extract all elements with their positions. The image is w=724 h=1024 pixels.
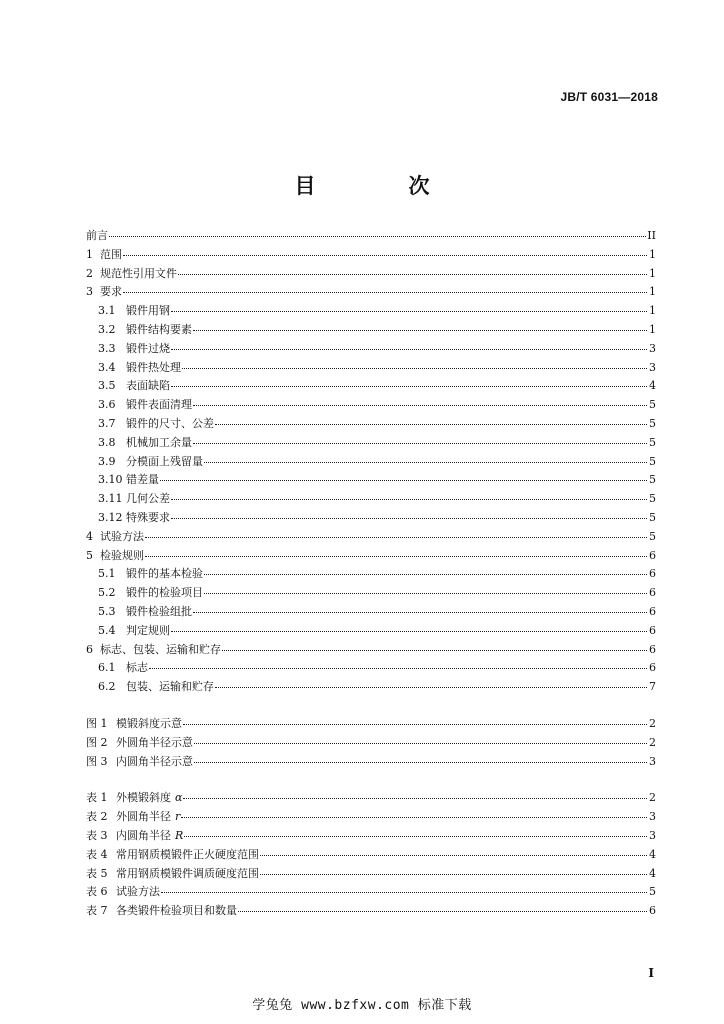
entry-title: 检验规则 [100,548,144,562]
entry-page-number: 6 [649,604,656,618]
dot-leader [182,360,647,369]
entry-page-number: 4 [649,379,656,393]
entry-title: 锻件的尺寸、公差 [126,416,214,430]
entry-title: 范围 [100,247,122,261]
page-number: I [648,966,654,980]
dot-leader [193,397,647,406]
entry-number: 图 1 [86,716,108,730]
entry-title: 锻件过烧 [126,341,170,355]
entry-number: 表 6 [86,885,108,899]
entry-title: 锻件的检验项目 [126,586,203,600]
toc-entry[interactable] [86,715,656,734]
entry-title: 锻件检验组批 [126,604,192,618]
entry-number: 表 7 [86,904,108,918]
dot-leader [183,716,647,725]
entry-page-number: 6 [649,642,656,656]
entry-title: 内圆角半径示意 [116,754,193,768]
dot-leader [184,828,647,837]
entry-number: 表 3 [86,828,108,842]
toc-entry[interactable] [86,846,656,865]
dot-leader [145,548,647,557]
entry-title: 前言 [86,229,108,242]
dot-leader [161,884,647,893]
entry-page-number: 4 [649,847,656,861]
toc-entry[interactable] [86,678,656,697]
entry-page-number: 3 [649,828,656,842]
entry-page-number: 6 [649,586,656,600]
toc-entry[interactable] [86,789,656,808]
entry-page-number: II [647,229,656,242]
entry-number: 3.11 [98,492,123,506]
entry-number: 6 [86,642,93,656]
entry-number: 6.1 [98,661,116,675]
entry-page-number: 6 [649,567,656,581]
entry-title: 特殊要求 [126,510,170,524]
dot-leader [204,585,647,594]
toc-entry[interactable] [86,434,656,453]
entry-symbol: α [175,791,183,805]
entry-page-number: 5 [649,398,656,412]
entry-number: 表 4 [86,847,108,861]
toc-entry[interactable] [86,509,656,528]
entry-page-number: 5 [649,529,656,543]
entry-number: 5.3 [98,604,116,618]
entry-page-number: 3 [649,754,656,768]
dot-leader [193,322,647,331]
entry-title: 常用钢质模锻件正火硬度范围 [116,847,259,861]
dot-leader [123,247,647,256]
dot-leader [260,847,647,856]
entry-title: 锻件结构要素 [126,322,192,336]
entry-page-number: 3 [649,341,656,355]
table-of-contents [86,227,656,921]
dot-leader [171,341,647,350]
dot-leader [171,491,647,500]
dot-leader [204,566,647,575]
entry-page-number: 5 [649,416,656,430]
toc-entry[interactable] [86,902,656,921]
entry-number: 3.5 [98,379,116,393]
entry-page-number: 2 [649,735,656,749]
dot-leader [260,866,647,875]
toc-entry[interactable] [86,808,656,827]
entry-number: 3.9 [98,454,116,468]
entry-number: 3.6 [98,398,116,412]
page-title: 目 次 [294,174,466,198]
entry-page-number: 6 [649,623,656,637]
entry-title: 标志 [126,661,148,675]
entry-number: 3.3 [98,341,116,355]
entry-page-number: 6 [649,661,656,675]
entry-title: 判定规则 [126,623,170,637]
toc-entry[interactable] [86,415,656,434]
toc-entry[interactable] [86,265,656,284]
toc-entry[interactable] [86,603,656,622]
toc-entry[interactable] [86,490,656,509]
entry-title: 试验方法 [116,885,160,899]
entry-page-number: 3 [649,810,656,824]
entry-number: 图 3 [86,754,108,768]
entry-page-number: 2 [649,716,656,730]
entry-title: 锻件的基本检验 [126,567,203,581]
entry-number: 3.4 [98,360,116,374]
entry-title: 几何公差 [126,492,170,506]
dot-leader [123,284,647,293]
dot-leader [171,623,647,632]
toc-entry[interactable] [86,547,656,566]
toc-entry[interactable] [86,453,656,472]
entry-page-number: 2 [649,791,656,805]
dot-leader [215,416,647,425]
dot-leader [193,604,647,613]
entry-number: 表 2 [86,810,108,824]
entry-page-number: 5 [649,435,656,449]
entry-page-number: 1 [649,322,656,336]
entry-symbol: R [175,828,184,842]
entry-title: 内圆角半径 [116,828,171,842]
entry-title: 模锻斜度示意 [116,716,182,730]
entry-number: 1 [86,247,93,261]
toc-section-clauses [86,227,656,697]
entry-number: 图 2 [86,735,108,749]
entry-number: 3.2 [98,322,116,336]
toc-entry[interactable] [86,565,656,584]
toc-entry[interactable] [86,883,656,902]
entry-title: 常用钢质模锻件调质硬度范围 [116,866,259,880]
toc-entry[interactable] [86,734,656,753]
toc-section-figures [86,715,656,771]
entry-title: 表面缺陷 [126,379,170,393]
dot-leader [215,679,647,688]
entry-title: 分模面上残留量 [126,454,203,468]
standard-code: JB/T 6031—2018 [560,90,658,104]
entry-title: 各类锻件检验项目和数量 [116,904,237,918]
entry-number: 3 [86,285,93,299]
entry-number: 3.12 [98,510,123,524]
dot-leader [171,378,647,387]
entry-number: 表 5 [86,866,108,880]
entry-number: 5 [86,548,93,562]
toc-entry[interactable] [86,377,656,396]
toc-entry[interactable] [86,340,656,359]
entry-title: 锻件热处理 [126,360,181,374]
entry-title: 外圆角半径示意 [116,735,193,749]
entry-number: 2 [86,266,93,280]
entry-number: 3.1 [98,304,116,318]
toc-entry[interactable] [86,753,656,772]
entry-page-number: 5 [649,885,656,899]
toc-entry[interactable] [86,622,656,641]
toc-entry[interactable] [86,246,656,265]
entry-title: 标志、包装、运输和贮存 [100,642,221,656]
entry-number: 5.2 [98,586,116,600]
dot-leader [193,435,647,444]
entry-page-number: 5 [649,510,656,524]
entry-title: 外模锻斜度 [116,791,171,805]
entry-title: 机械加工余量 [126,435,192,449]
dot-leader [145,529,647,538]
toc-section-tables [86,789,656,921]
dot-leader [109,228,646,237]
entry-page-number: 5 [649,492,656,506]
entry-title: 规范性引用文件 [100,266,177,280]
dot-leader [194,735,647,744]
entry-title: 错差量 [126,473,159,487]
entry-title: 要求 [100,285,122,299]
dot-leader [171,510,647,519]
entry-title: 包装、运输和贮存 [126,680,214,694]
dot-leader [238,903,647,912]
toc-entry[interactable] [86,359,656,378]
dot-leader [222,642,647,651]
entry-page-number: 4 [649,866,656,880]
toc-entry[interactable] [86,827,656,846]
entry-page-number: 1 [649,266,656,280]
entry-title: 外圆角半径 [116,810,171,824]
toc-entry[interactable] [86,659,656,678]
entry-page-number: 7 [649,680,656,694]
toc-entry[interactable] [86,528,656,547]
entry-symbol: r [175,810,181,824]
entry-number: 4 [86,529,93,543]
entry-page-number: 1 [649,285,656,299]
toc-entry[interactable] [86,227,656,246]
dot-leader [171,303,647,312]
entry-page-number: 1 [649,247,656,261]
entry-title: 试验方法 [100,529,144,543]
dot-leader [160,472,647,481]
toc-entry[interactable] [86,283,656,302]
dot-leader [204,454,647,463]
spacer [86,697,656,715]
toc-entry[interactable] [86,396,656,415]
entry-page-number: 3 [649,360,656,374]
dot-leader [194,754,647,763]
toc-entry[interactable] [86,641,656,660]
entry-title: 锻件表面清理 [126,398,192,412]
entry-page-number: 1 [649,304,656,318]
toc-entry[interactable] [86,584,656,603]
dot-leader [183,790,647,799]
toc-entry[interactable] [86,471,656,490]
toc-entry[interactable] [86,865,656,884]
entry-page-number: 6 [649,548,656,562]
entry-number: 6.2 [98,680,116,694]
dot-leader [181,809,647,818]
dot-leader [149,660,647,669]
entry-page-number: 5 [649,454,656,468]
entry-title: 锻件用钢 [126,304,170,318]
watermark-text: 学兔兔 www.bzfxw.com 标准下载 [252,998,472,1013]
entry-number: 表 1 [86,791,108,805]
entry-page-number: 5 [649,473,656,487]
entry-page-number: 6 [649,904,656,918]
dot-leader [178,266,647,275]
entry-number: 3.7 [98,416,116,430]
toc-entry[interactable] [86,321,656,340]
entry-number: 5.1 [98,567,116,581]
spacer [86,771,656,789]
entry-number: 3.8 [98,435,116,449]
entry-number: 5.4 [98,623,116,637]
toc-entry[interactable] [86,302,656,321]
entry-number: 3.10 [98,473,123,487]
